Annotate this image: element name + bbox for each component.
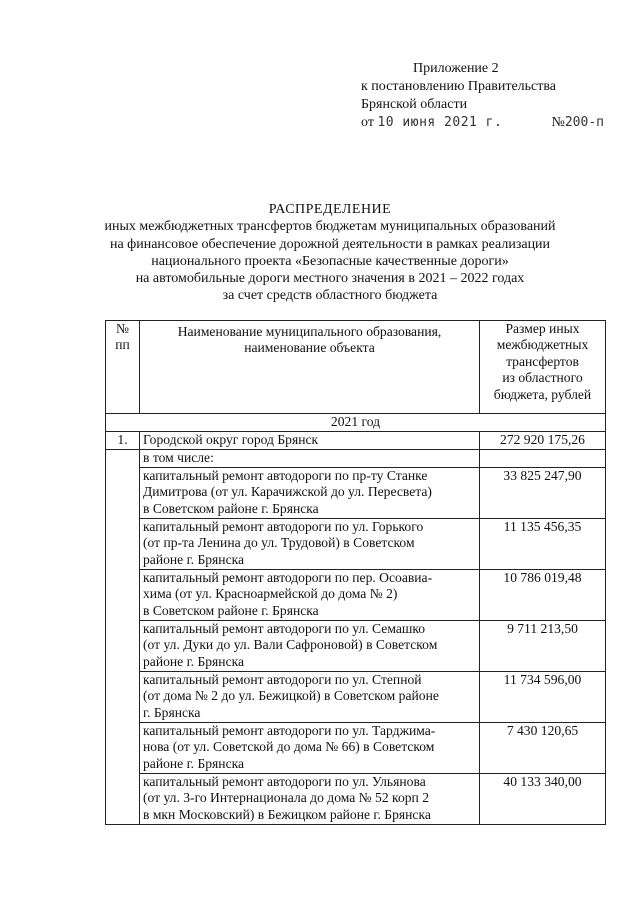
row-name-text: капитальный ремонт автодороги по ул. Тарджима- нова (от ул. Советской до дома № 66) в Советском районе г. Брянска — [143, 723, 436, 771]
header-name-text: Наименование муниципального образования, наименование объекта — [177, 324, 442, 356]
resolution-label: к постановлению Правительства — [361, 79, 557, 94]
row-amount: 33 825 247,90 — [480, 468, 606, 519]
group-name: Городской округ город Брянск — [140, 432, 480, 450]
row-amount: 10 786 019,48 — [480, 570, 606, 621]
table-row — [106, 519, 606, 570]
row-name — [140, 468, 480, 519]
handwritten-number: 200-п — [564, 115, 604, 130]
distribution-table — [105, 320, 606, 825]
title-heading: РАСПРЕДЕЛЕНИЕ — [268, 202, 392, 217]
year-cell: 2021 год — [106, 414, 606, 432]
row-name — [140, 519, 480, 570]
row-name — [140, 570, 480, 621]
date-field — [361, 114, 502, 132]
title-line-2: на финансовое обеспечение дорожной деятельности в рамках реализации — [109, 236, 551, 252]
row-name — [140, 672, 480, 723]
handwritten-date: 10 июня 2021 г. — [377, 115, 503, 130]
date-prefix: от — [361, 115, 374, 130]
header-amount — [480, 321, 606, 414]
title-line-1: иных межбюджетных трансфертов бюджетам муниципальных образований — [104, 219, 556, 235]
number-sign: № — [551, 115, 565, 130]
group-row — [106, 432, 606, 450]
merged-num-cell — [106, 450, 140, 825]
table-row — [106, 570, 606, 621]
header-num-text: № пп — [115, 321, 130, 353]
row-name — [140, 774, 480, 825]
table-header-row — [106, 321, 606, 414]
header-num — [106, 321, 140, 414]
table-row — [106, 774, 606, 825]
table-row — [106, 621, 606, 672]
row-amount: 40 133 340,00 — [480, 774, 606, 825]
row-amount: 11 135 456,35 — [480, 519, 606, 570]
row-name-text: капитальный ремонт автодороги по ул. Степной (от дома № 2 до ул. Бежицкой) в Советском районе г. Брянска — [143, 672, 439, 720]
row-name-text: капитальный ремонт автодороги по ул. Горького (от пр-та Ленина до ул. Трудовой) в Советском районе г. Брянска — [143, 519, 424, 567]
title-line-5: за счет средств областного бюджета — [222, 288, 438, 304]
number-field — [552, 114, 605, 132]
title-line-3: национального проекта «Безопасные качественные дороги» — [151, 253, 509, 269]
table-row — [106, 723, 606, 774]
year-row — [106, 414, 606, 432]
row-name — [140, 621, 480, 672]
sub-label-amount — [480, 450, 606, 468]
region-label: Брянской области — [361, 97, 468, 112]
date-line — [361, 114, 604, 132]
sub-label: в том числе: — [140, 450, 480, 468]
row-name-text: капитальный ремонт автодороги по ул. Ульянова (от ул. 3-го Интернационала до дома № 52 корп 2 в мкн Московский) в Бежицком районе г. Брянска — [143, 774, 431, 822]
table-row — [106, 468, 606, 519]
title-line-4: на автомобильные дороги местного значения в 2021 – 2022 годах — [135, 271, 525, 287]
row-name-text: капитальный ремонт автодороги по ул. Семашко (от ул. Дуки до ул. Вали Сафроновой) в Советском районе г. Брянска — [143, 621, 438, 669]
group-amount: 272 920 175,26 — [480, 432, 606, 450]
header-amount-text: Размер иных межбюджетных трансфертов из областного бюджета, рублей — [493, 321, 592, 402]
row-name — [140, 723, 480, 774]
row-amount: 9 711 213,50 — [480, 621, 606, 672]
document-title — [80, 201, 580, 305]
row-amount: 7 430 120,65 — [480, 723, 606, 774]
group-num: 1. — [106, 432, 140, 450]
row-amount: 11 734 596,00 — [480, 672, 606, 723]
appendix-label: Приложение 2 — [413, 61, 499, 76]
header-name — [140, 321, 480, 414]
row-name-text: капитальный ремонт автодороги по пер. Осоавиа- хима (от ул. Красноармейской до дома № 2) в Советском районе г. Брянска — [143, 570, 433, 618]
sub-label-row — [106, 450, 606, 468]
approval-block — [361, 60, 621, 132]
table-row — [106, 672, 606, 723]
row-name-text: капитальный ремонт автодороги по пр-ту Станке Димитрова (от ул. Карачижской до ул. Пересвета) в Советском районе г. Брянска — [143, 468, 432, 516]
